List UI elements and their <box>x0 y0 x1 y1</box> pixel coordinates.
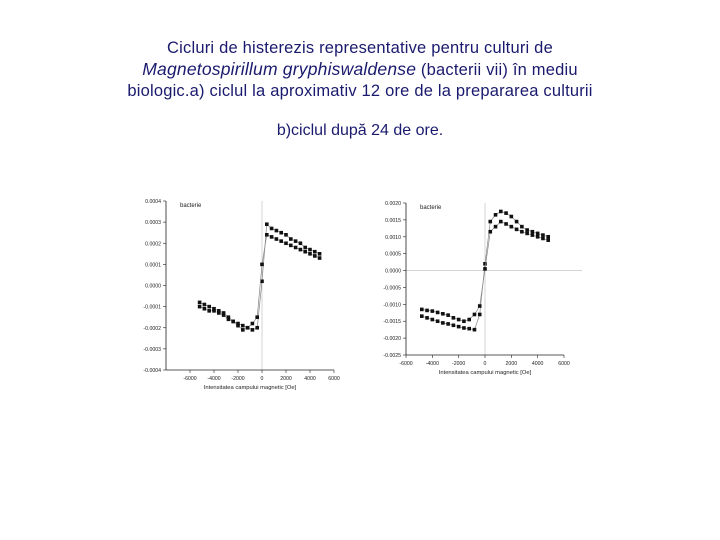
x-tick-label: 0 <box>260 376 264 382</box>
data-point <box>478 304 482 308</box>
data-point <box>203 307 207 311</box>
y-tick-label: 0.0015 <box>385 217 401 224</box>
y-tick-label: 0.0002 <box>145 241 161 248</box>
data-point <box>457 325 461 329</box>
data-point <box>525 228 529 232</box>
data-point <box>241 328 245 332</box>
data-point <box>431 318 435 322</box>
data-point <box>499 220 503 224</box>
data-point <box>255 315 259 319</box>
x-tick-label: 0 <box>483 361 487 367</box>
data-point <box>520 225 524 229</box>
data-point <box>478 313 482 317</box>
data-point <box>289 244 293 248</box>
data-point <box>241 324 245 328</box>
data-point <box>212 307 216 311</box>
x-tick-label: 6000 <box>558 361 570 367</box>
data-point <box>546 235 550 239</box>
data-point <box>536 235 540 239</box>
y-tick-label: 0.0020 <box>385 201 401 207</box>
y-tick-label: 0.0004 <box>145 199 161 205</box>
data-point <box>203 303 207 307</box>
y-tick-label: -0.0005 <box>383 285 401 292</box>
hysteresis-chart-a <box>130 185 360 410</box>
data-point <box>308 252 312 256</box>
data-point <box>488 230 492 234</box>
x-tick-label: 4000 <box>304 376 316 382</box>
data-point <box>504 222 508 226</box>
slide-title <box>60 38 660 102</box>
data-point <box>279 231 283 235</box>
data-point <box>303 246 307 250</box>
y-tick-label: -0.0002 <box>143 325 161 332</box>
data-point <box>531 230 535 234</box>
data-point <box>279 239 283 243</box>
data-point <box>275 229 279 233</box>
data-point <box>441 321 445 325</box>
data-point <box>207 309 211 313</box>
data-point <box>270 235 274 239</box>
data-point <box>541 237 545 241</box>
title-line-1: Cicluri de histerezis representative pentru culturi de <box>167 39 553 57</box>
data-point <box>452 323 456 327</box>
y-tick-label: -0.0015 <box>383 319 401 326</box>
data-point <box>299 248 303 252</box>
slide-subtitle: b)ciclul după 24 de ore. <box>276 122 444 139</box>
data-point <box>457 318 461 322</box>
data-point <box>420 314 424 318</box>
y-tick-label: 0.0003 <box>145 220 161 227</box>
data-point <box>313 250 317 254</box>
data-point <box>420 308 424 312</box>
data-point <box>217 309 221 313</box>
y-tick-label: 0.0001 <box>145 262 161 269</box>
data-point <box>207 305 211 309</box>
data-point <box>227 315 231 319</box>
data-point <box>510 225 514 229</box>
x-tick-label: -4000 <box>425 361 439 367</box>
data-point <box>299 241 303 245</box>
data-point <box>308 248 312 252</box>
data-point <box>313 254 317 258</box>
data-point <box>289 237 293 241</box>
x-tick-label: 2000 <box>280 376 292 382</box>
x-tick-label: -6000 <box>399 361 413 367</box>
y-tick-label: -0.0003 <box>143 346 161 353</box>
data-point <box>473 313 477 317</box>
data-point <box>265 222 269 226</box>
data-point <box>525 232 529 236</box>
x-tick-label: -2000 <box>231 376 245 382</box>
y-tick-label: -0.0004 <box>143 368 161 374</box>
x-tick-label: 6000 <box>328 376 340 382</box>
data-point <box>251 328 255 332</box>
data-point <box>473 328 477 332</box>
data-point <box>198 301 202 305</box>
data-point <box>446 322 450 326</box>
data-point <box>425 316 429 320</box>
data-point <box>436 319 440 323</box>
data-point <box>467 327 471 331</box>
data-point <box>303 250 307 254</box>
data-point <box>504 211 508 215</box>
data-point <box>467 318 471 322</box>
data-point <box>198 305 202 309</box>
data-point <box>436 311 440 315</box>
title-line-2 <box>60 59 660 81</box>
data-point <box>255 326 259 330</box>
y-tick-label: 0.0005 <box>385 251 401 258</box>
y-tick-label: 0.0010 <box>385 234 401 241</box>
title-species: Magnetospirillum gryphiswaldense <box>142 59 417 79</box>
data-point <box>462 326 466 330</box>
data-point <box>231 320 235 324</box>
y-tick-label: 0.0000 <box>385 268 401 275</box>
x-axis-label: Intensitatea campului magnetic [Oe] <box>438 370 532 376</box>
data-point <box>236 324 240 328</box>
y-tick-label: -0.0020 <box>383 336 401 343</box>
hysteresis-chart-b <box>372 185 602 385</box>
legend-label: bacterie <box>420 205 442 211</box>
x-tick-label: -4000 <box>207 376 221 382</box>
data-point <box>515 228 519 232</box>
data-point <box>275 237 279 241</box>
data-point <box>499 210 503 214</box>
data-point <box>483 262 487 266</box>
data-point <box>294 239 298 243</box>
y-tick-label: -0.0025 <box>383 353 401 359</box>
data-point <box>546 238 550 242</box>
data-point <box>284 241 288 245</box>
data-point <box>425 309 429 313</box>
data-point <box>515 220 519 224</box>
data-point <box>222 311 226 315</box>
data-point <box>246 326 250 330</box>
x-tick-label: -2000 <box>452 361 466 367</box>
x-tick-label: 2000 <box>505 361 518 367</box>
x-tick-label: -6000 <box>183 376 197 382</box>
data-point <box>431 309 435 313</box>
data-point <box>488 220 492 224</box>
data-point <box>452 316 456 320</box>
data-point <box>494 213 498 217</box>
legend-label: bacterie <box>180 203 202 209</box>
x-tick-label: 4000 <box>531 361 544 367</box>
data-point <box>441 312 445 316</box>
y-tick-label: -0.0010 <box>383 302 401 309</box>
data-point <box>510 215 514 219</box>
title-line-3: biologic.a) ciclul la aproximativ 12 ore de la prepararea culturii <box>127 82 593 100</box>
data-point <box>265 233 269 237</box>
data-point <box>270 227 274 231</box>
x-axis-label: Intensitatea campului magnetic [Oe] <box>203 385 297 391</box>
data-point <box>284 233 288 237</box>
data-point <box>260 263 264 267</box>
data-point <box>494 225 498 229</box>
data-point <box>318 252 322 256</box>
data-point <box>446 313 450 317</box>
data-point <box>483 267 487 271</box>
y-tick-label: 0.0000 <box>145 283 161 290</box>
data-point <box>531 233 535 237</box>
data-point <box>462 319 466 323</box>
data-point <box>294 246 298 250</box>
data-point <box>520 230 524 234</box>
data-point <box>541 233 545 237</box>
data-point <box>318 256 322 260</box>
y-tick-label: -0.0001 <box>143 304 161 311</box>
data-point <box>536 232 540 236</box>
title-line-2-rest: (bacterii vii) în mediu <box>416 61 578 79</box>
data-point <box>251 322 255 326</box>
